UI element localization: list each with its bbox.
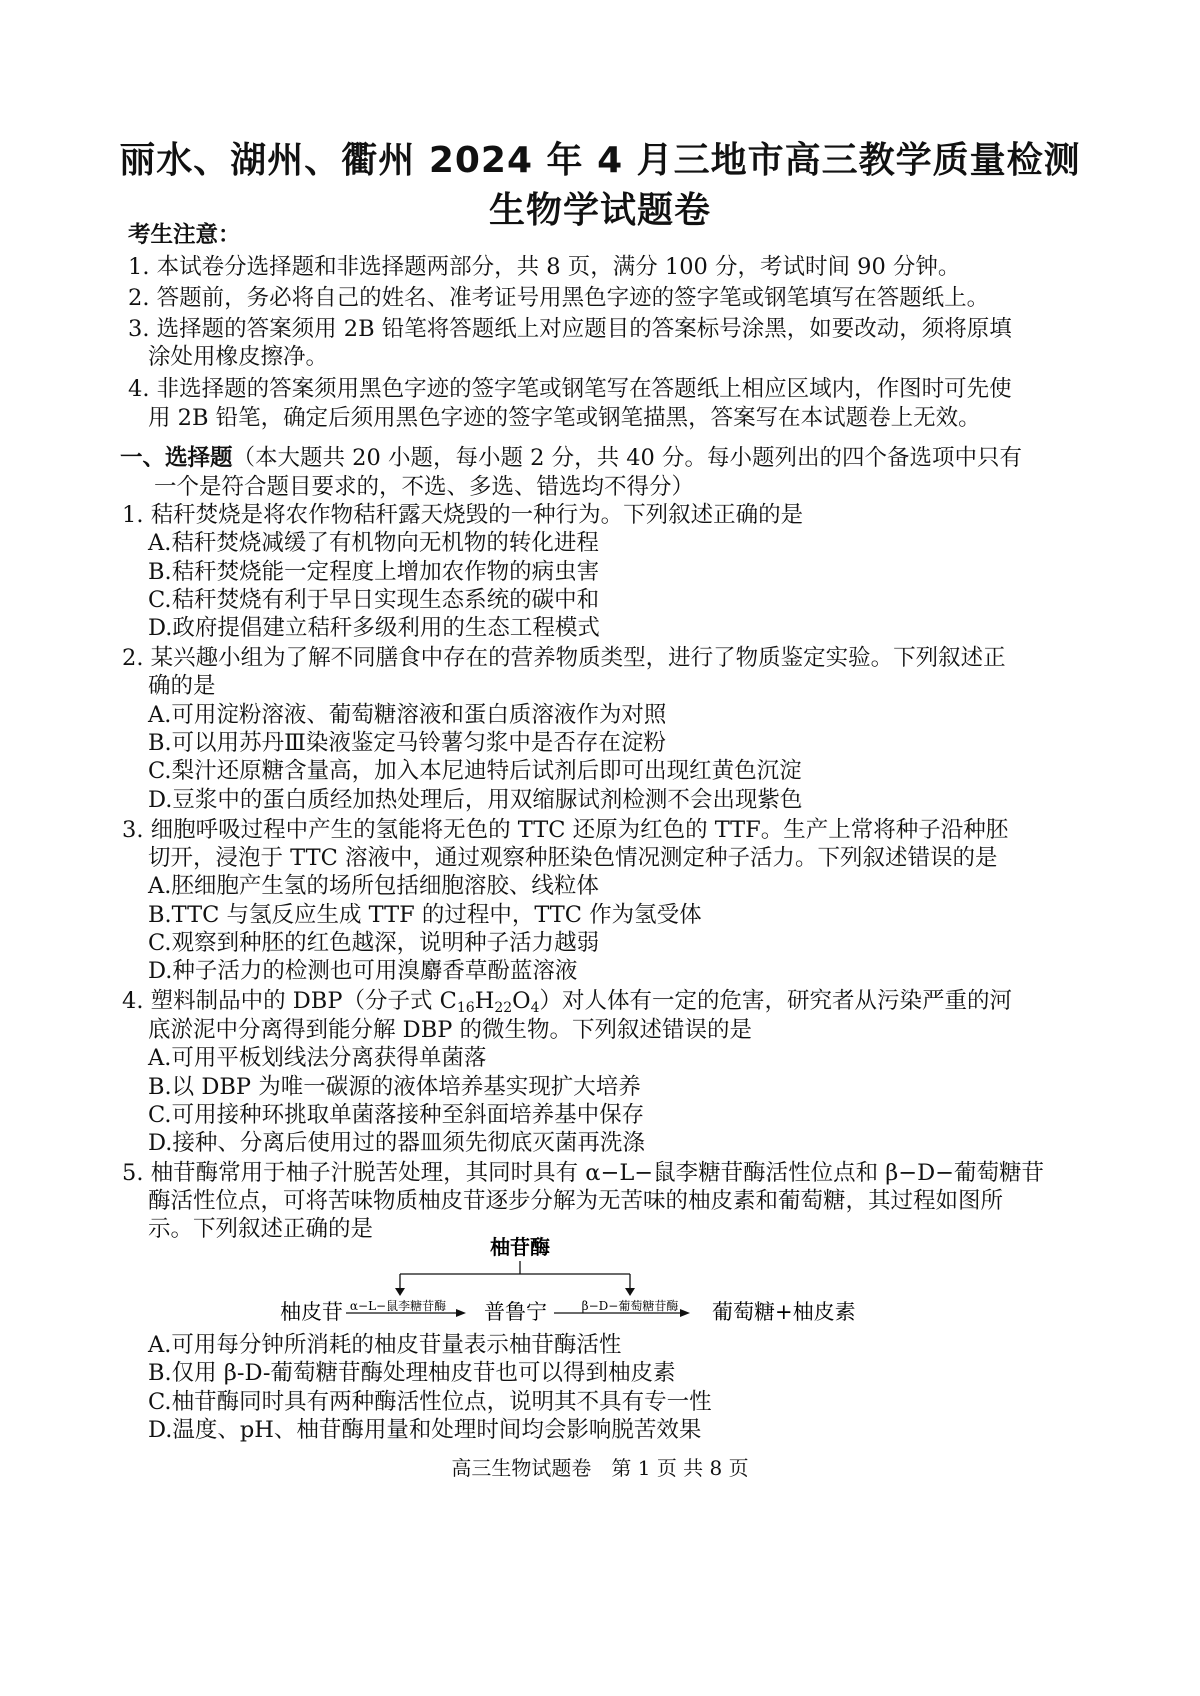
question-5-option-a: A.可用每分钟所消耗的柚皮苷量表示柚苷酶活性 — [148, 1332, 622, 1358]
question-3-stem-cont: 切开，浸泡于 TTC 溶液中，通过观察种胚染色情况测定种子活力。下列叙述错误的是 — [148, 845, 998, 871]
notice-item-2: 2. 答题前，务必将自己的姓名、准考证号用黑色字迹的签字笔或钢笔填写在答题纸上。 — [128, 285, 990, 311]
question-4-stem-part2: ）对人体有一定的危害，研究者从污染严重的河 — [539, 988, 1013, 1014]
question-3-option-b: B.TTC 与氢反应生成 TTF 的过程中，TTC 作为氢受体 — [148, 902, 702, 928]
diagram-arrow1-label: α−L−鼠李糖苷酶 — [349, 1299, 447, 1313]
question-2-option-d: D.豆浆中的蛋白质经加热处理后，用双缩脲试剂检测不会出现紫色 — [148, 787, 803, 813]
diagram-substrate: 柚皮苷 — [280, 1300, 343, 1324]
question-4-option-b: B.以 DBP 为唯一碳源的液体培养基实现扩大培养 — [148, 1074, 641, 1100]
arrow-down-icon — [625, 1288, 635, 1296]
question-4-option-a: A.可用平板划线法分离获得单菌落 — [148, 1045, 487, 1071]
question-1-option-a: A.秸秆焚烧减缓了有机物向无机物的转化进程 — [148, 530, 599, 556]
question-5-stem-cont-2: 示。下列叙述正确的是 — [148, 1216, 374, 1242]
notice-item-4-cont: 用 2B 铅笔，确定后须用黑色字迹的签字笔或钢笔描黑，答案写在本试题卷上无效。 — [148, 405, 981, 431]
question-4-option-d: D.接种、分离后使用过的器皿须先彻底灭菌再洗涤 — [148, 1130, 645, 1156]
formula-o: O — [512, 988, 531, 1014]
section-description-cont: 一个是符合题目要求的，不选、多选、错选均不得分） — [154, 474, 695, 500]
question-1-option-b: B.秸秆焚烧能一定程度上增加农作物的病虫害 — [148, 559, 600, 585]
question-3-option-c: C.观察到种胚的红色越深，说明种子活力越弱 — [148, 930, 600, 956]
exam-subtitle: 生物学试题卷 — [488, 190, 711, 231]
formula-h: H — [474, 988, 495, 1014]
question-3-option-d: D.种子活力的检测也可用溴麝香草酚蓝溶液 — [148, 958, 578, 984]
question-5-option-b: B.仅用 β-D-葡萄糖苷酶处理柚皮苷也可以得到柚皮素 — [148, 1360, 676, 1386]
section-description: （本大题共 20 小题，每小题 2 分，共 40 分。每小题列出的四个备选项中只有 — [232, 445, 1023, 471]
notice-item-3-cont: 涂处用橡皮擦净。 — [148, 344, 329, 370]
arrow-right-icon — [456, 1309, 466, 1317]
diagram-arrow2-label: β−D−葡萄糖苷酶 — [581, 1299, 679, 1313]
question-4-stem-cont: 底淤泥中分离得到能分解 DBP 的微生物。下列叙述错误的是 — [148, 1017, 753, 1043]
reaction-pathway-diagram — [280, 1234, 980, 1344]
question-4-stem — [122, 986, 1012, 1016]
question-5-stem: 5. 柚苷酶常用于柚子汁脱苦处理，其同时具有 α−L−鼠李糖苷酶活性位点和 β−D−葡萄糖苷 — [122, 1160, 1045, 1186]
diagram-enzyme-label: 柚苷酶 — [490, 1235, 550, 1259]
section-heading: 一、选择题 — [120, 445, 233, 471]
formula-subscript-h: 22 — [494, 1000, 513, 1016]
arrow-down-icon — [395, 1288, 405, 1296]
question-1-stem: 1. 秸秆焚烧是将农作物秸秆露天烧毁的一种行为。下列叙述正确的是 — [122, 502, 804, 528]
question-5-option-d: D.温度、pH、柚苷酶用量和处理时间均会影响脱苦效果 — [148, 1417, 702, 1443]
exam-title: 丽水、湖州、衢州 2024 年 4 月三地市高三教学质量检测 — [119, 140, 1081, 181]
diagram-product: 葡萄糖+柚皮素 — [712, 1300, 856, 1324]
arrow-right-icon — [680, 1309, 690, 1317]
question-5-option-c: C.柚苷酶同时具有两种酶活性位点，说明其不具有专一性 — [148, 1389, 712, 1415]
question-4-stem-part1: 4. 塑料制品中的 DBP（分子式 C — [122, 988, 457, 1014]
section-heading-line — [120, 443, 1022, 473]
notice-heading: 考生注意： — [128, 222, 241, 248]
formula-subscript-o: 4 — [530, 1000, 540, 1016]
diagram-intermediate: 普鲁宁 — [484, 1300, 547, 1324]
question-3-option-a: A.胚细胞产生氢的场所包括细胞溶胶、线粒体 — [148, 873, 599, 899]
question-2-option-c: C.梨汁还原糖含量高，加入本尼迪特后试剂后即可出现红黄色沉淀 — [148, 758, 802, 784]
notice-item-3: 3. 选择题的答案须用 2B 铅笔将答题纸上对应题目的答案标号涂黑，如要改动，须将原填 — [128, 316, 1012, 342]
question-3-stem: 3. 细胞呼吸过程中产生的氢能将无色的 TTC 还原为红色的 TTF。生产上常将种子沿种胚 — [122, 817, 1009, 843]
question-2-option-b: B.可以用苏丹Ⅲ染液鉴定马铃薯匀浆中是否存在淀粉 — [148, 730, 666, 756]
question-1-option-d: D.政府提倡建立秸秆多级利用的生态工程模式 — [148, 615, 600, 641]
question-4-option-c: C.可用接种环挑取单菌落接种至斜面培养基中保存 — [148, 1102, 645, 1128]
question-2-stem: 2. 某兴趣小组为了解不同膳食中存在的营养物质类型，进行了物质鉴定实验。下列叙述正 — [122, 645, 1006, 671]
page-footer: 高三生物试题卷 第 1 页 共 8 页 — [451, 1456, 749, 1480]
question-5-stem-cont: 酶活性位点，可将苦味物质柚皮苷逐步分解为无苦味的柚皮素和葡萄糖，其过程如图所 — [148, 1188, 1004, 1214]
notice-item-4: 4. 非选择题的答案须用黑色字迹的签字笔或钢笔写在答题纸上相应区域内，作图时可先使 — [128, 376, 1012, 402]
formula-subscript-c: 16 — [456, 1000, 475, 1016]
question-2-option-a: A.可用淀粉溶液、葡萄糖溶液和蛋白质溶液作为对照 — [148, 702, 667, 728]
question-1-option-c: C.秸秆焚烧有利于早日实现生态系统的碳中和 — [148, 587, 600, 613]
notice-item-1: 1. 本试卷分选择题和非选择题两部分，共 8 页，满分 100 分，考试时间 90 分钟。 — [128, 254, 961, 280]
question-2-stem-cont: 确的是 — [148, 673, 216, 699]
